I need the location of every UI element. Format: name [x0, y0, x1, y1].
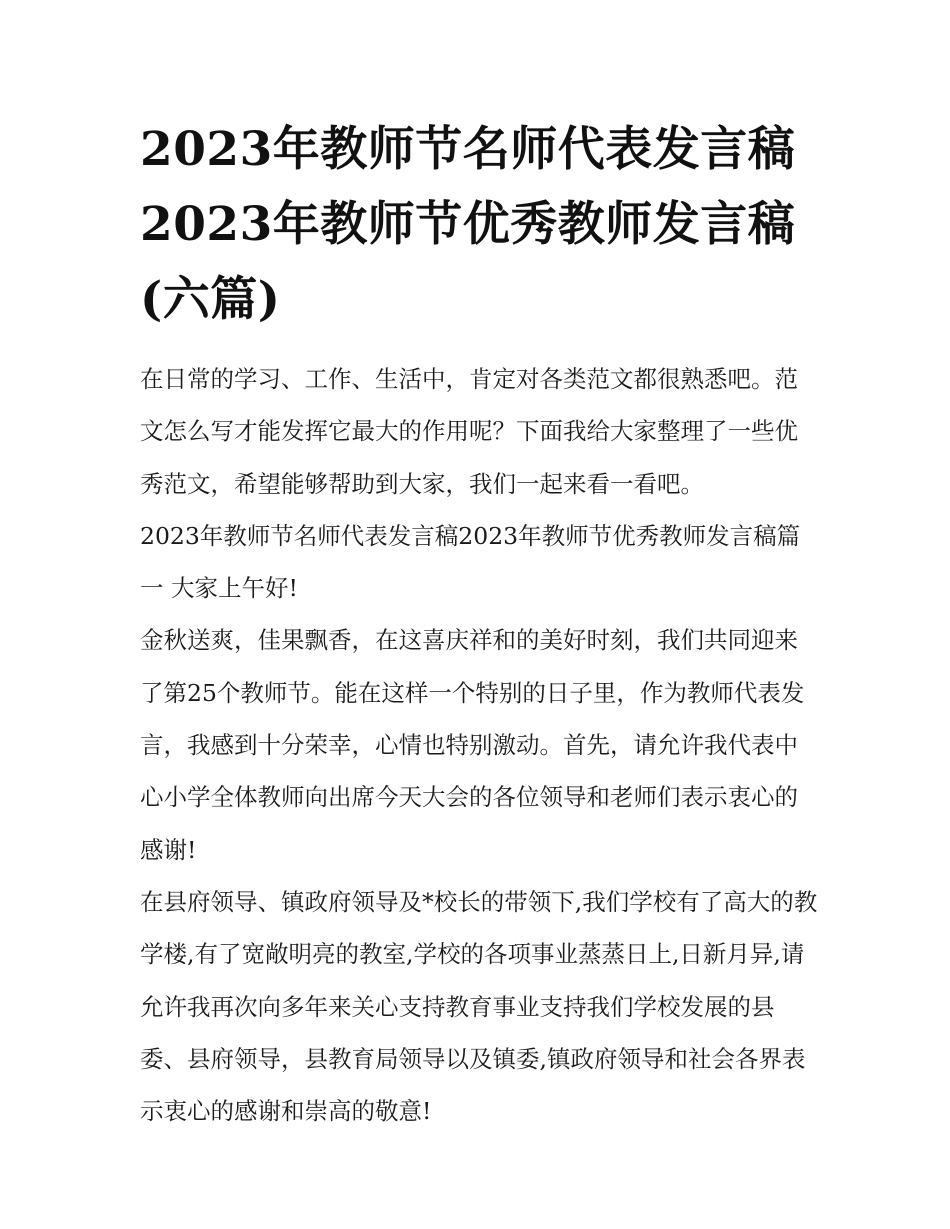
document-body [140, 353, 820, 1137]
body-paragraph: 在日常的学习、工作、生活中，肯定对各类范文都很熟悉吧。范文怎么写才能发挥它最大的作用呢？下面我给大家整理了一些优秀范文，希望能够帮助到大家，我们一起来看一看吧。 [140, 365, 798, 498]
body-paragraph: 在县府领导、镇政府领导及*校长的带领下,我们学校有了高大的教学楼,有了宽敞明亮的教室,学校的各项事业蒸蒸日上,日新月异,请允许我再次向多年来关心支持教育事业支持我们学校发展的县委、县府领导，县教育局领导以及镇委,镇政府领导和社会各界表示衷心的感谢和崇高的敬意! [140, 887, 818, 1126]
body-paragraph: 2023年教师节名师代表发言稿2023年教师节优秀教师发言稿篇一 大家上午好! [140, 521, 801, 603]
document-title: 2023年教师节名师代表发言稿2023年教师节优秀教师发言稿(六篇) [140, 122, 796, 327]
body-paragraph: 金秋送爽，佳果飘香，在这喜庆祥和的美好时刻，我们共同迎来了第25个教师节。能在这样一个特别的日子里，作为教师代表发言，我感到十分荣幸，心情也特别激动。首先，请允许我代表中心小学全体教师向出席今天大会的各位领导和老师们表示衷心的感谢! [140, 626, 805, 864]
